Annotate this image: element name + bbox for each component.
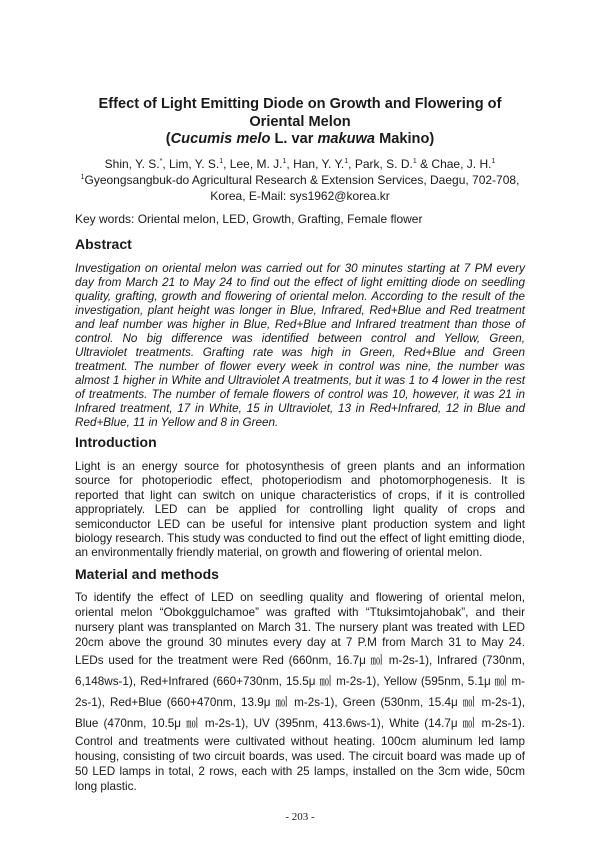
text-line: day from March 21 to May 24 to find out the effect of light emitting diode on seedling [75,276,525,289]
text-line: 20cm above the ground 30 minutes every day at 7 P.M from March 31 to May 24. [75,636,525,649]
title-line-3: (Cucumis melo L. var makuwa Makino) [165,131,435,147]
text-line: reported that light can switch on unique characteristics of crops, if it is controlled [75,488,525,502]
text-line: Control and treatments were cultivated without heating. 100cm aluminum led lamp [75,735,525,748]
text-line: treatment. The number of flower every week in control was nine, the number was [75,360,525,373]
text-line: Infrared treatment, 17 in White, 15 in Ultraviolet, 13 in Red+Infrared, 12 in Blue and [75,402,525,415]
title-line-1: Effect of Light Emitting Diode on Growth and Flowering of [98,96,502,112]
text-line: Ultraviolet treatments. Grafting rate was high in Green, Red+Blue and Green [75,346,525,359]
title-line-2: Oriental Melon [249,113,351,130]
author-block [60,156,540,204]
text-line: LEDs used for the treatment were Red (660nm, 16.7μ ㏖ m-2s-1), Infrared (730nm, [75,654,525,667]
text-line: Red+Blue, 11 in Yellow and 8 in Green. [75,416,279,429]
text-line: Investigation on oriental melon was carried out for 30 minutes starting at 7 PM every [75,262,525,275]
text-line: nursery plant was transplanted on March 31. The nursery plant was treated with LED [75,621,525,634]
text-line: source for photoperiodic effect, photoperiodism and photomorphogenesis. It is [75,474,525,488]
text-line: of treatments. The number of female flowers of control was 10, however, it was 21 in [75,388,525,401]
species-name: Cucumis melo [170,131,271,147]
keywords: Key words: Oriental melon, LED, Growth, Grafting, Female flower [75,212,423,226]
text-line: investigation, plant height was longer in Blue, Infrared, Red+Blue and Red treatment [75,304,525,317]
text-line: Blue (470nm, 10.5μ ㏖ m-2s-1), UV (395nm, 413.6ws-1), White (14.7μ ㏖ m-2s-1). [75,717,525,730]
text-line: biology research. This study was conducted to find out the effect of light emitting diode, [75,532,525,546]
text-line: appropriately. LED can be applied for controlling light quality of crops and [75,503,525,517]
text-line: control. No big difference was identified between control and Yellow, Green, [75,332,525,345]
abstract-heading: Abstract [75,236,132,252]
variety-name: makuwa [317,131,376,147]
text-line: To identify the effect of LED on seedling quality and flowering of oriental melon, [75,591,525,604]
text-line: quality, grafting, growth and flowering of oriental melon. According to the result of the [75,290,525,303]
introduction-heading: Introduction [75,434,157,450]
text-line: and leaf number was higher in Blue, Red+Blue and Infrared treatment than those of [75,318,525,331]
contact-email: Korea, E-Mail: sys1962@korea.kr [210,189,390,203]
text-line: Light is an energy source for photosynthesis of green plants and an information [75,460,525,473]
author-list: Shin, Y. S.*, Lim, Y. S.$^1$, Lee, M. J.$^1$, Han, Y. Y.$^1$, Park, S. D.$^1$ & Chae, J. H.$^1$ [104,157,496,171]
text-line: 50 LED lamps in total, 2 rows, each with 25 lamps, installed on the 3cm wide, 50cm [75,765,525,778]
affiliation: $^1$Gyeongsangbuk-do Agricultural Research & Extension Services, Daegu, 702-708, [80,173,520,187]
abstract-text [75,262,525,430]
text-line: almost 1 higher in White and Ultraviolet A treatments, but it was 1 to 4 lower in the rest [75,374,525,387]
text-line: housing, consisting of two circuit boards, was used. The circuit board was made up of [75,750,525,763]
text-line: 6,148ws-1), Red+Infrared (660+730nm, 15.5μ ㏖ m-2s-1), Yellow (595nm, 5.1μ ㏖ m- [75,675,525,688]
paper-title [60,96,540,149]
text-line: long plastic. [75,780,137,793]
introduction-text [75,460,525,561]
text-line: 2s-1), Red+Blue (660+470nm, 13.9μ ㏖ m-2s-1), Green (530nm, 15.4μ ㏖ m-2s-1), [75,696,525,709]
methods-heading: Material and methods [75,566,219,582]
text-line: oriental melon “Obokggulchamoe” was grafted with “Ttuksimtojahobak”, and their [75,606,525,619]
text-line: an environmentally friendly material, on growth and flowering of oriental melon. [75,546,483,560]
page-number: - 203 - [285,811,315,823]
methods-text [75,590,525,794]
text-line: semiconductor LED can be useful for intensive plant production system and light [75,517,525,531]
